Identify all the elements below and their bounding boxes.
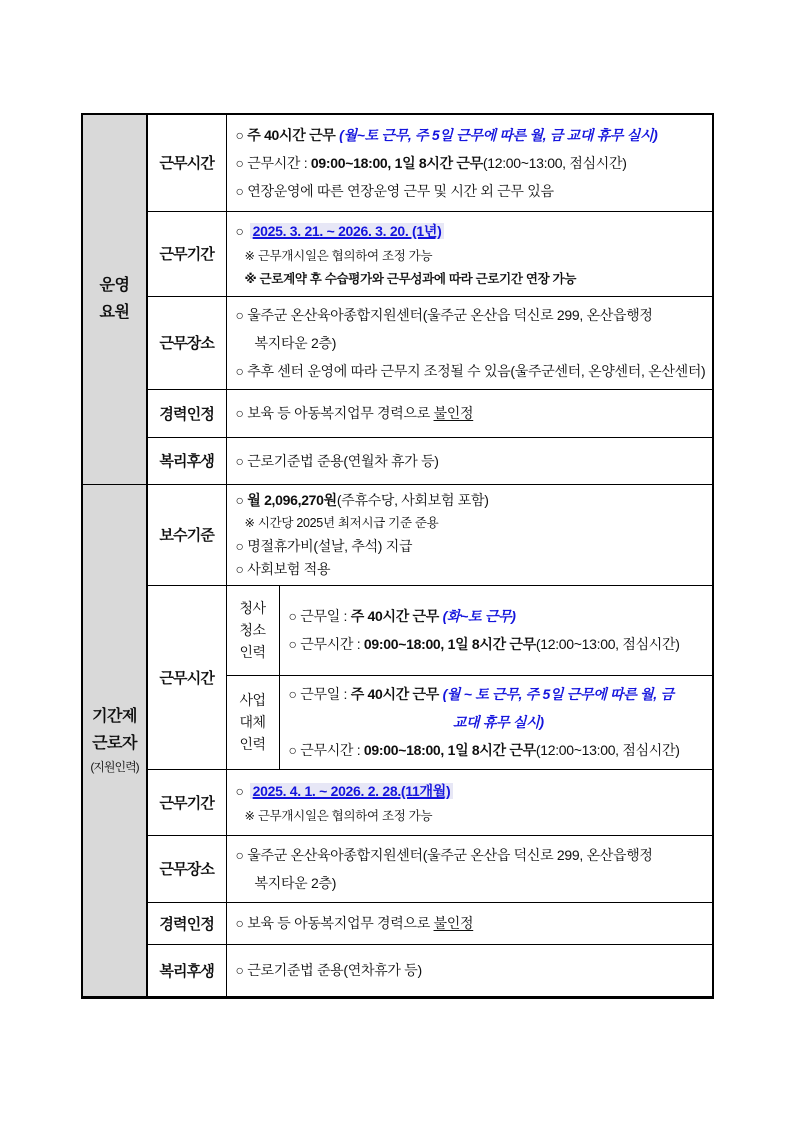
cell-substitute-staff-hours	[279, 675, 713, 769]
text-line	[236, 149, 709, 177]
cell-work-period-content	[226, 211, 713, 296]
text-segment: ○ 근무일 :	[288, 686, 351, 702]
text-segment: ○ 근로기준법 준용(연차휴가 등)	[235, 962, 422, 978]
note-line-bold: ※ 근로계약 후 수습평가와 근무성과에 따라 근로기간 연장 가능	[244, 271, 577, 286]
group-cell-fixed-term-worker	[82, 484, 147, 997]
text-line	[289, 736, 709, 764]
text-segment: (12:00~13:00, 점심시간)	[535, 636, 680, 652]
text-segment: (주휴수당, 사회보험 포함)	[336, 491, 489, 508]
underlined-term: 불인정	[433, 915, 474, 931]
group-label-line: 근로자	[92, 735, 137, 752]
text-line	[236, 841, 709, 869]
cell-work-period-2-content	[226, 769, 713, 835]
blue-note-segment: (월~토 근무, 주 5일 근무에 따른 월, 금 교대 휴무 실시)	[339, 126, 658, 143]
cell-career-recognition-content	[226, 389, 713, 437]
bold-segment: 월 2,096,270원	[247, 491, 337, 508]
row-label-welfare-2: 복리후생	[147, 944, 226, 997]
text-line-centered	[289, 708, 709, 736]
text-line	[236, 217, 709, 245]
text-line	[236, 399, 709, 427]
row-label-work-period: 근무기간	[147, 211, 226, 296]
text-segment: ○ 사회보험 적용	[235, 560, 331, 577]
text-line	[236, 535, 709, 558]
text-line	[289, 680, 709, 708]
cell-welfare-2-content	[226, 944, 713, 997]
text-segment: ○ 명절휴가비(설날, 추석) 지급	[235, 537, 413, 554]
row-label-work-period-2: 근무기간	[147, 769, 226, 835]
sub-label-project-substitute-staff	[226, 675, 279, 769]
sub-label-line: 청사	[239, 600, 266, 616]
bullet-segment: ○	[235, 222, 244, 239]
cell-work-place-content	[226, 296, 713, 389]
blue-note-segment: (월 ~ 토 근무, 주 5일 근무에 따른 월, 금	[442, 686, 674, 702]
text-line-wrapped	[236, 329, 709, 357]
cell-welfare-content	[226, 437, 713, 484]
bold-segment: 주 40시간 근무	[350, 608, 443, 624]
row-label-welfare: 복리후생	[147, 437, 226, 484]
text-segment: (12:00~13:00, 점심시간)	[535, 742, 680, 758]
sub-label-line: 청소	[239, 622, 266, 638]
text-line	[236, 909, 709, 937]
text-line	[236, 447, 709, 475]
text-segment: 복지타운 2층)	[254, 334, 337, 351]
employment-conditions-table	[81, 113, 714, 999]
text-segment: ○ 보육 등 아동복지업무 경력으로	[235, 915, 434, 931]
bold-segment: 09:00~18:00, 1일 8시간 근무	[363, 636, 536, 652]
cell-career-recognition-2-content	[226, 902, 713, 944]
text-segment: (12:00~13:00, 점심시간)	[482, 154, 627, 171]
row-label-work-place: 근무장소	[147, 296, 226, 389]
note-line: ※ 근무개시일은 협의하여 조정 가능	[244, 248, 433, 263]
note-line: ※ 시간당 2025년 최저시급 기준 준용	[244, 515, 439, 530]
text-segment: ○ 연장운영에 따른 연장운영 근무 및 시간 외 근무 있음	[235, 182, 554, 199]
group-label-line: 기간제	[92, 708, 137, 725]
row-label-work-place-2: 근무장소	[147, 835, 226, 902]
sub-label-line: 인력	[239, 644, 266, 660]
row-label-work-hours: 근무시간	[147, 114, 226, 211]
bold-segment: 09:00~18:00, 1일 8시간 근무	[363, 742, 536, 758]
sub-label-line: 대체	[239, 714, 266, 730]
text-line	[236, 121, 709, 149]
text-line	[236, 956, 709, 984]
cell-work-hours-content	[226, 114, 713, 211]
bullet-segment: ○	[235, 782, 244, 799]
row-label-work-hours-2: 근무시간	[147, 585, 226, 769]
row-label-career-recognition: 경력인정	[147, 389, 226, 437]
sub-label-line: 사업	[239, 692, 266, 708]
text-line	[236, 489, 709, 512]
bullet-segment: ○	[235, 491, 248, 508]
text-segment: ○ 추후 센터 운영에 따라 근무지 조정될 수 있음(울주군센터, 온양센터, 온산센터)	[235, 362, 706, 379]
row-label-career-recognition-2: 경력인정	[147, 902, 226, 944]
text-segment: ○ 근무시간 :	[288, 636, 364, 652]
group-cell-operation-staff	[82, 114, 147, 484]
text-line	[236, 177, 709, 205]
bold-segment: 주 40시간 근무	[350, 686, 443, 702]
group-label-line: 요원	[99, 304, 130, 322]
text-segment: ○ 근무시간 :	[235, 154, 311, 171]
date-period-highlight: 2025. 3. 21. ~ 2026. 3. 20. (1년)	[250, 223, 445, 239]
underlined-term: 불인정	[433, 405, 474, 421]
sub-label-line: 인력	[239, 736, 266, 752]
bold-segment: 09:00~18:00, 1일 8시간 근무	[310, 154, 483, 171]
cell-work-place-2-content	[226, 835, 713, 902]
group-label-line: 운영	[99, 277, 130, 295]
date-period-highlight: 2025. 4. 1. ~ 2026. 2. 28.(11개월)	[250, 783, 454, 799]
text-segment: ○ 울주군 온산육아종합지원센터(울주군 온산읍 덕신로 299, 온산읍행정	[235, 846, 653, 863]
note-line: ※ 근무개시일은 협의하여 조정 가능	[244, 808, 433, 823]
text-line	[236, 558, 709, 581]
blue-note-segment: 교대 휴무 실시)	[452, 714, 544, 730]
text-segment: ○ 근무일 :	[288, 608, 351, 624]
text-segment: 복지타운 2층)	[254, 874, 337, 891]
text-line	[236, 301, 709, 329]
row-label-pay-standard: 보수기준	[147, 484, 226, 585]
bold-segment: 주 40시간 근무	[247, 126, 340, 143]
text-segment: ○ 근로기준법 준용(연월차 휴가 등)	[235, 452, 439, 469]
text-line-wrapped	[236, 869, 709, 897]
cell-pay-standard-content	[226, 484, 713, 585]
text-line	[289, 630, 709, 658]
text-segment: ○ 보육 등 아동복지업무 경력으로	[235, 405, 434, 421]
cell-cleaning-staff-hours	[279, 585, 713, 675]
text-line	[236, 357, 709, 385]
blue-note-segment: (화~토 근무)	[442, 608, 516, 624]
sub-label-building-cleaning-staff	[226, 585, 279, 675]
group-sub-label: (지원인력)	[90, 760, 139, 774]
text-line	[289, 602, 709, 630]
text-line	[236, 777, 709, 805]
text-segment: ○ 근무시간 :	[288, 742, 364, 758]
text-segment: ○ 울주군 온산육아종합지원센터(울주군 온산읍 덕신로 299, 온산읍행정	[235, 306, 653, 323]
bullet-segment: ○	[235, 126, 248, 143]
